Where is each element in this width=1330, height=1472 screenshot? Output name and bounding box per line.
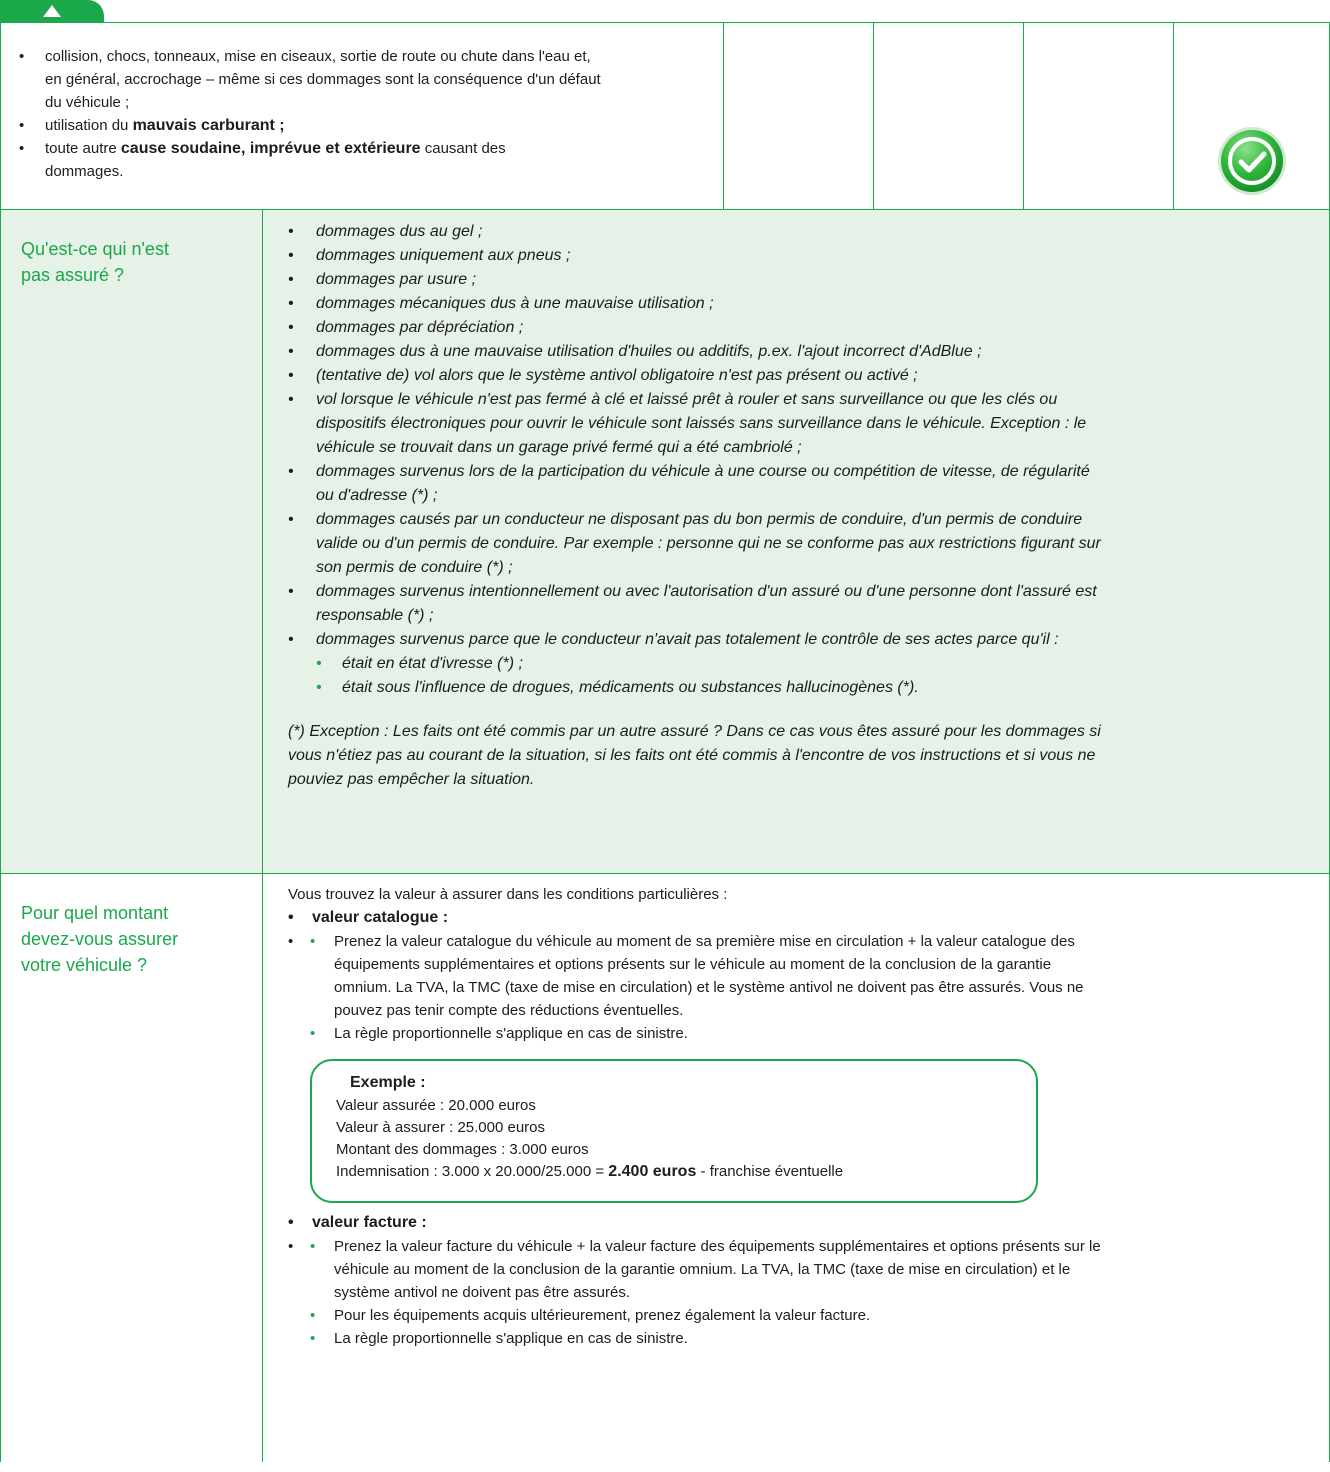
- example-text: Indemnisation : 3.000 x 20.000/25.000 =: [336, 1163, 609, 1180]
- exclusion-item: • dommages par dépréciation ;: [288, 316, 1313, 340]
- insured-value-label: [1, 874, 263, 1462]
- value-label-line: devez-vous assurer: [21, 929, 179, 949]
- catalogue-value-details: [288, 930, 1313, 1045]
- rule-line: équipements supplémentaires et options présents sur le véhicule au moment de la conclusion de la garantie: [334, 956, 1052, 973]
- exclusions-label-line: Qu'est-ce qui n'est: [21, 239, 169, 259]
- exclusion-item-control: • dommages survenus parce que le conducteur n'avait pas totalement le contrôle de ses actes parce qu'il :: [288, 628, 1313, 652]
- exclusion-sub-item: • était sous l'influence de drogues, médicaments ou substances hallucinogènes (*).: [288, 676, 1313, 700]
- value-label-line: Pour quel montant: [21, 903, 169, 923]
- exclusion-text: véhicule se trouvait dans un garage privé fermé qui a été cambriolé ;: [316, 439, 802, 456]
- exclusion-text: dispositifs électroniques pour ouvrir le véhicule sont laissés sans surveillance dans le véhicule. Exception : le: [316, 415, 1087, 432]
- covered-item-text: du véhicule ;: [45, 94, 130, 111]
- exclusion-item: • dommages uniquement aux pneus ;: [288, 244, 1313, 268]
- exclusion-item: • (tentative de) vol alors que le système antivol obligatoire n'est pas présent ou activé ;: [288, 364, 1313, 388]
- example-amount: 2.400 euros: [608, 1163, 697, 1180]
- exclusion-item: • dommages dus à une mauvaise utilisation d'huiles ou additifs, p.ex. l'ajout incorrect d'AdBlue ;: [288, 340, 1313, 364]
- exclusion-item: • dommages dus au gel ;: [288, 220, 1313, 244]
- exclusion-item-theft: [288, 388, 1313, 460]
- rule-line: véhicule au moment de la conclusion de la garantie omnium. La TVA, la TMC (taxe de mise en circulation) et le: [334, 1261, 1071, 1278]
- exclusion-text: responsable (*) ;: [316, 607, 434, 624]
- value-label-line: votre véhicule ?: [21, 955, 148, 975]
- note-line: (*) Exception : Les faits ont été commis par un autre assuré ? Dans ce cas vous êtes assuré pour les dommages si: [288, 723, 1101, 740]
- exclusions-label-line: pas assuré ?: [21, 265, 125, 285]
- exclusion-text: vol lorsque le véhicule n'est pas fermé à clé et laissé prêt à rouler et sans surveillance ou que les clés ou: [316, 391, 1058, 408]
- covered-item-emphasis: mauvais carburant ;: [132, 117, 285, 134]
- covered-item-sudden-cause: [19, 137, 703, 183]
- example-lines: [336, 1095, 1036, 1183]
- invoice-proportional-rule: • La règle proportionnelle s'applique en cas de sinistre.: [288, 1327, 1313, 1350]
- exclusion-sub-item: • était en état d'ivresse (*) ;: [288, 652, 1313, 676]
- example-line: Montant des dommages : 3.000 euros: [336, 1141, 589, 1158]
- catalogue-value-heading: • valeur catalogue :: [288, 906, 1313, 930]
- exclusion-item-race: [288, 460, 1313, 508]
- exclusions-row: [0, 210, 1330, 874]
- rule-line: pouvez pas tenir compte des réductions éventuelles.: [334, 1002, 684, 1019]
- exclusion-item-permit: [288, 508, 1313, 580]
- covered-item-text: toute autre: [45, 140, 121, 157]
- invoice-value-details: [288, 1235, 1313, 1350]
- coverage-table: [0, 22, 1330, 1462]
- exclusion-text: ou d'adresse (*) ;: [316, 487, 438, 504]
- example-line-compensation: [336, 1161, 1036, 1183]
- insured-value-row: [0, 874, 1330, 1462]
- example-line: Valeur à assurer : 25.000 euros: [336, 1119, 546, 1136]
- exclusion-text: dommages survenus lors de la participation du véhicule à une course ou compétition de vitesse, de régularité: [316, 463, 1090, 480]
- scroll-up-tab[interactable]: [0, 0, 104, 22]
- covered-item-text: utilisation du: [45, 117, 133, 134]
- formula-column-1: [724, 23, 874, 209]
- catalogue-proportional-rule: • La règle proportionnelle s'applique en cas de sinistre.: [288, 1022, 1313, 1045]
- note-line: pouviez pas empêcher la situation.: [288, 771, 535, 788]
- rule-line: Prenez la valeur catalogue du véhicule au moment de sa première mise en circulation + la valeur catalogue des: [334, 933, 1075, 950]
- covered-item-collision: [19, 45, 703, 114]
- formula-column-2: [874, 23, 1024, 209]
- note-line: vous n'étiez pas au courant de la situation, si les faits ont été commis à l'encontre de vos instructions et si vous ne: [288, 747, 1096, 764]
- rule-line: système antivol ne doivent pas être assurés.: [334, 1284, 630, 1301]
- invoice-later-equipment-rule: • Pour les équipements acquis ultérieurement, prenez également la valeur facture.: [288, 1304, 1313, 1327]
- covered-item-text: en général, accrochage – même si ces dommages sont la conséquence d'un défaut: [45, 71, 601, 88]
- exclusion-item: • dommages mécaniques dus à une mauvaise utilisation ;: [288, 292, 1313, 316]
- formula-column-3: [1024, 23, 1174, 209]
- exception-note: [288, 720, 1313, 792]
- covered-item-text: collision, chocs, tonneaux, mise en ciseaux, sortie de route ou chute dans l'eau et,: [45, 48, 591, 65]
- invoice-value-rule: [288, 1235, 1313, 1304]
- arrow-up-icon: [43, 5, 61, 17]
- exclusion-text: dommages survenus intentionnellement ou avec l'autorisation d'un assuré ou d'une personne dont l'assuré est: [316, 583, 1097, 600]
- covered-item-fuel: [19, 114, 703, 137]
- exclusion-text: dommages causés par un conducteur ne disposant pas du bon permis de conduire, d'un permis de conduire: [316, 511, 1083, 528]
- covered-item-text: causant des: [420, 140, 506, 157]
- exclusions-content: [263, 210, 1329, 792]
- exclusion-item-intent: [288, 580, 1313, 628]
- exclusion-item: • dommages par usure ;: [288, 268, 1313, 292]
- invoice-value-heading: • valeur facture :: [288, 1211, 1313, 1235]
- covered-item-text: dommages.: [45, 163, 124, 180]
- covered-text-cell: [1, 23, 724, 209]
- example-box: [310, 1059, 1038, 1203]
- covered-row: [0, 22, 1330, 210]
- value-intro: Vous trouvez la valeur à assurer dans les conditions particulières :: [288, 886, 728, 903]
- exclusion-text: valide ou d'un permis de conduire. Par exemple : personne qui ne se conforme pas aux restrictions figurant sur: [316, 535, 1101, 552]
- rule-line: omnium. La TVA, la TMC (taxe de mise en circulation) et le système antivol ne doivent pas être assurés. Vous ne: [334, 979, 1084, 996]
- insured-value-content: [263, 874, 1329, 1350]
- example-title: Exemple :: [350, 1074, 426, 1091]
- check-circle-icon: [1216, 125, 1288, 197]
- exclusion-text: son permis de conduire (*) ;: [316, 559, 513, 576]
- catalogue-value-rule: [288, 930, 1313, 1022]
- rule-line: Prenez la valeur facture du véhicule + la valeur facture des équipements supplémentaires et options présents sur le: [334, 1238, 1101, 1255]
- example-text: - franchise éventuelle: [696, 1163, 844, 1180]
- example-line: Valeur assurée : 20.000 euros: [336, 1097, 536, 1114]
- covered-item-emphasis: cause soudaine, imprévue et extérieure: [120, 140, 421, 157]
- exclusions-label: [1, 210, 263, 873]
